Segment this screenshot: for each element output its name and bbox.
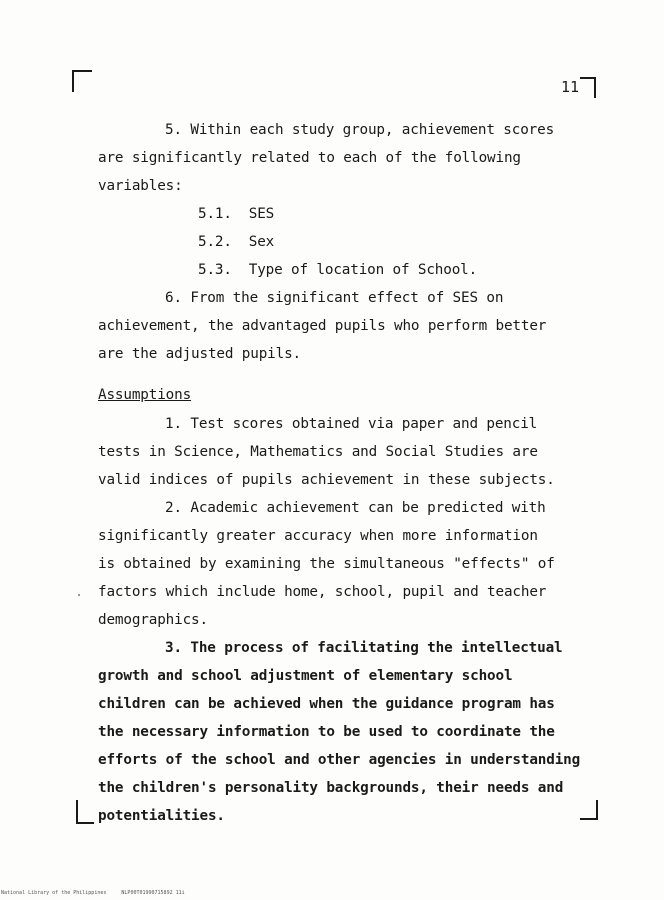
text-line-16: is obtained by examining the simultaneous "effects" of xyxy=(98,556,555,572)
crop-mark-bottom-right xyxy=(580,800,598,820)
margin-speck xyxy=(78,594,80,596)
text-line-9: are the adjusted pupils. xyxy=(98,346,301,362)
crop-mark-top-left xyxy=(72,70,92,92)
text-line-11: 1. Test scores obtained via paper and pencil xyxy=(165,416,538,432)
section-heading-assumptions: Assumptions xyxy=(98,387,192,403)
text-line-18: demographics. xyxy=(98,612,208,628)
text-line-1: 5. Within each study group, achievement scores xyxy=(165,122,555,138)
text-line-8: achievement, the advantaged pupils who perform better xyxy=(98,318,547,334)
text-line-25: potentialities. xyxy=(98,808,225,824)
text-line-4: 5.1. SES xyxy=(198,206,275,222)
text-line-21: children can be achieved when the guidance program has xyxy=(98,696,555,712)
text-line-15: significantly greater accuracy when more information xyxy=(98,528,538,544)
text-line-20: growth and school adjustment of elementary school xyxy=(98,668,513,684)
text-line-7: 6. From the significant effect of SES on xyxy=(165,290,504,306)
text-line-2: are significantly related to each of the following xyxy=(98,150,521,166)
text-line-24: the children's personality backgrounds, their needs and xyxy=(98,780,564,796)
text-line-12: tests in Science, Mathematics and Social Studies are xyxy=(98,444,538,460)
text-line-3: variables: xyxy=(98,178,183,194)
page-number: 11 xyxy=(561,78,580,96)
text-line-17: factors which include home, school, pupil and teacher xyxy=(98,584,547,600)
text-line-14: 2. Academic achievement can be predicted with xyxy=(165,500,546,516)
scan-footer: National Library of the Philippines NLP00T01990715892 11i xyxy=(1,890,185,896)
text-line-6: 5.3. Type of location of School. xyxy=(198,262,478,278)
text-line-13: valid indices of pupils achievement in these subjects. xyxy=(98,472,555,488)
crop-mark-bottom-left xyxy=(76,800,94,824)
text-line-5: 5.2. Sex xyxy=(198,234,275,250)
text-line-19: 3. The process of facilitating the intellectual xyxy=(165,640,563,656)
crop-mark-top-right xyxy=(580,77,596,98)
text-line-22: the necessary information to be used to coordinate the xyxy=(98,724,555,740)
text-line-23: efforts of the school and other agencies in understanding xyxy=(98,752,581,768)
